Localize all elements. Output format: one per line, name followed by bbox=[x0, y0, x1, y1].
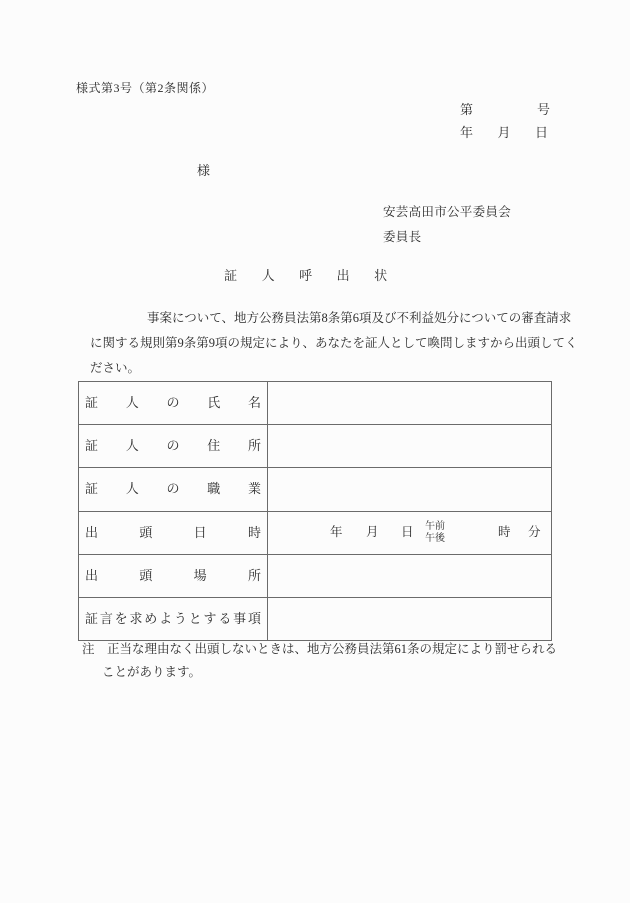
row-label-testimony-matters: 証言を求めようとする事項 bbox=[79, 598, 268, 640]
datetime-am-label: 午前 bbox=[425, 520, 445, 532]
addressee-honorific: 様 bbox=[197, 163, 211, 178]
datetime-minute-label: 分 bbox=[528, 524, 541, 539]
date-year-label: 年 bbox=[460, 125, 474, 140]
table-row-witness-address bbox=[79, 424, 551, 467]
row-value-appearance-place bbox=[268, 555, 551, 597]
issuer-organization: 安芸高田市公平委員会 bbox=[383, 205, 512, 219]
datetime-day-label: 日 bbox=[401, 524, 414, 539]
table-row-witness-name bbox=[79, 382, 551, 424]
table-row-appearance-datetime bbox=[79, 511, 551, 554]
footnote: 注 正当な理由なく出頭しないときは、地方公務員法第61条の規定により罰せられることがあります。 bbox=[82, 642, 558, 679]
datetime-year-label: 年 bbox=[330, 524, 343, 539]
row-value-witness-occupation bbox=[268, 468, 551, 510]
row-value-testimony-matters bbox=[268, 598, 551, 640]
row-label-witness-address: 証人の住所 bbox=[79, 425, 268, 467]
row-label-witness-name: 証人の氏名 bbox=[79, 382, 268, 424]
table-row-appearance-place bbox=[79, 554, 551, 597]
date-day-label: 日 bbox=[534, 125, 548, 140]
document-title: 証 人 呼 出 状 bbox=[224, 268, 393, 283]
row-label-appearance-place: 出頭場所 bbox=[79, 555, 268, 597]
doc-number-prefix: 第 bbox=[460, 102, 474, 117]
row-label-witness-occupation: 証人の職業 bbox=[79, 468, 268, 510]
date-month-label: 月 bbox=[497, 125, 511, 140]
row-value-appearance-datetime bbox=[268, 512, 551, 554]
date-line bbox=[460, 126, 548, 140]
row-value-witness-name bbox=[268, 382, 551, 424]
datetime-ampm-label bbox=[425, 521, 445, 545]
document-number-line bbox=[460, 103, 550, 117]
form-number-label: 様式第3号（第2条関係） bbox=[76, 81, 215, 95]
doc-number-suffix: 号 bbox=[536, 102, 550, 117]
body-paragraph: 事案について、地方公務員法第8条第6項及び不利益処分についての審査請求に関する規則第9条第9項の規定により、あなたを証人として喚問しますから出頭してください。 bbox=[90, 311, 578, 375]
table-row-witness-occupation bbox=[79, 467, 551, 510]
row-label-appearance-datetime: 出頭日時 bbox=[79, 512, 268, 554]
table-row-testimony-matters bbox=[79, 597, 551, 640]
datetime-pm-label: 午後 bbox=[425, 532, 445, 544]
summons-table bbox=[78, 381, 552, 641]
datetime-hour-label: 時 bbox=[498, 524, 511, 539]
datetime-month-label: 月 bbox=[366, 524, 379, 539]
issuer-title: 委員長 bbox=[383, 230, 422, 244]
row-value-witness-address bbox=[268, 425, 551, 467]
